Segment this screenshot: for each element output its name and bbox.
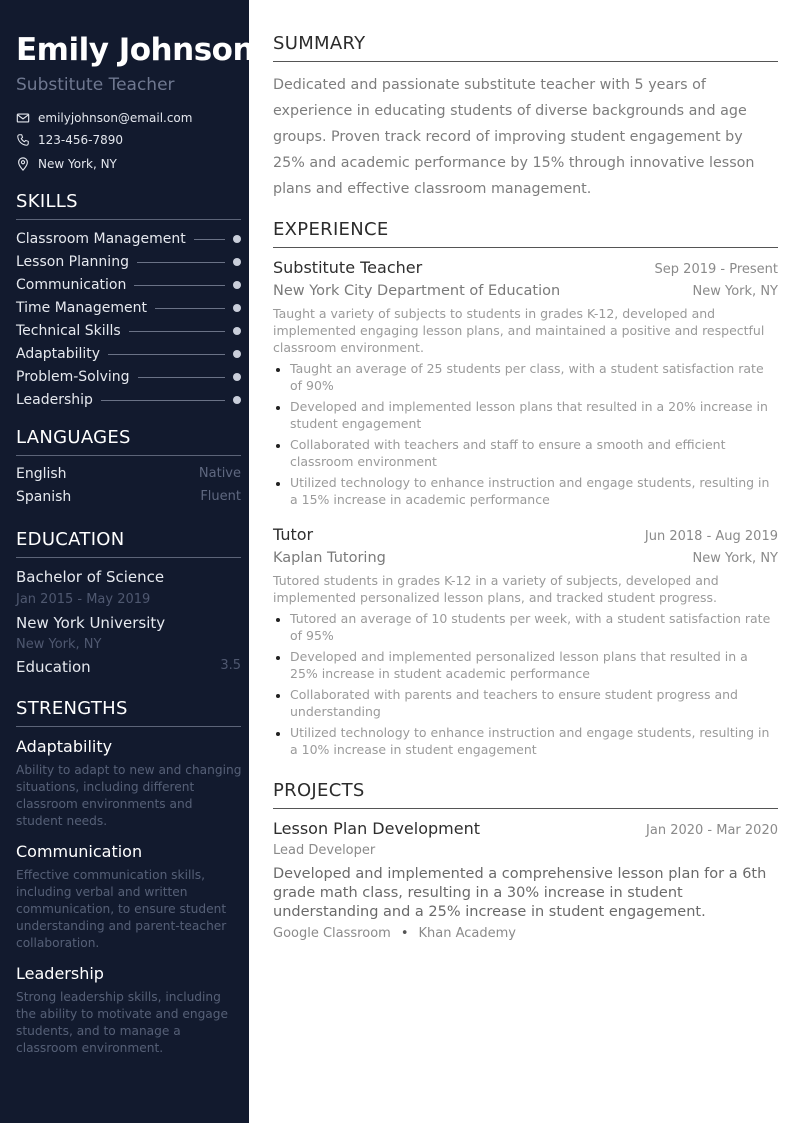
strength-title: Communication xyxy=(16,842,143,861)
experience-desc: Taught a variety of subjects to students in grades K-12, developed and implemented engaging lesson plans, and maintained a positive and respectful classroom environment. xyxy=(273,306,765,355)
education-heading: EDUCATION xyxy=(16,529,241,558)
education-degree: Bachelor of Science xyxy=(16,568,165,586)
language-item xyxy=(16,466,241,482)
skill-label: Problem-Solving xyxy=(16,369,130,385)
language-level: Native xyxy=(198,466,241,481)
skill-line xyxy=(129,331,225,332)
company-name: Kaplan Tutoring xyxy=(273,550,386,566)
job-dates: Sep 2019 - Present xyxy=(654,262,778,277)
skill-dot xyxy=(233,350,241,358)
language-name: English xyxy=(16,466,67,482)
skill-item xyxy=(16,390,241,410)
skill-label: Classroom Management xyxy=(16,231,186,247)
skill-item xyxy=(16,321,241,341)
languages-heading: LANGUAGES xyxy=(16,427,241,456)
project-tools xyxy=(273,926,516,941)
language-name: Spanish xyxy=(16,489,72,505)
project-title-row xyxy=(273,819,778,838)
education-gpa: 3.5 xyxy=(220,658,241,673)
skill-line xyxy=(155,308,225,309)
job-title: Tutor xyxy=(273,525,314,544)
sidebar xyxy=(0,0,255,1123)
skill-line xyxy=(101,400,225,401)
candidate-name: Emily Johnson xyxy=(16,32,255,68)
bullet-separator-icon: • xyxy=(400,926,409,941)
skill-item xyxy=(16,367,241,387)
project-title: Lesson Plan Development xyxy=(273,819,480,838)
strength-title: Adaptability xyxy=(16,737,113,756)
bullet-item: Utilized technology to enhance instruction and engage students, resulting in a 15% increase in academic performance xyxy=(273,474,778,508)
experience-desc: Tutored students in grades K-12 in a variety of subjects, developed and implemented personalized lesson plans, and tracked student progress. xyxy=(273,573,719,605)
language-level: Fluent xyxy=(200,489,241,504)
company-name: New York City Department of Education xyxy=(273,283,561,299)
education-dates: Jan 2015 - May 2019 xyxy=(16,592,151,607)
bullet-item: Tutored an average of 10 students per week, with a student satisfaction rate of 95% xyxy=(273,610,778,644)
email-text: emilyjohnson@email.com xyxy=(38,111,193,125)
skill-label: Leadership xyxy=(16,392,93,408)
language-item xyxy=(16,489,241,505)
skill-dot xyxy=(233,281,241,289)
bullet-item: Collaborated with parents and teachers to ensure student progress and understanding xyxy=(273,686,778,720)
experience-title-row xyxy=(273,525,778,544)
job-title: Substitute Teacher xyxy=(273,258,423,277)
skill-label: Lesson Planning xyxy=(16,254,129,270)
summary-heading: SUMMARY xyxy=(273,33,778,62)
bullet-item: Taught an average of 25 students per class, with a student satisfaction rate of 90% xyxy=(273,360,778,394)
education-field-row xyxy=(16,658,241,676)
strength-desc: Effective communication skills, including verbal and written communication, to ensure student understanding and parent-teacher collaboration. xyxy=(16,868,227,950)
bullet-item: Collaborated with teachers and staff to ensure a smooth and efficient classroom environment xyxy=(273,436,778,470)
company-location: New York, NY xyxy=(692,551,778,566)
location-text: New York, NY xyxy=(38,157,117,171)
project-tool: Khan Academy xyxy=(418,926,516,941)
skill-line xyxy=(108,354,225,355)
contact-location xyxy=(16,157,117,171)
skill-item xyxy=(16,298,241,318)
skill-line xyxy=(194,239,225,240)
skill-dot xyxy=(233,373,241,381)
skill-item xyxy=(16,344,241,364)
skill-label: Technical Skills xyxy=(16,323,121,339)
education-location: New York, NY xyxy=(16,637,102,652)
company-location: New York, NY xyxy=(692,284,778,299)
contact-phone[interactable] xyxy=(16,133,123,147)
bullet-item: Utilized technology to enhance instruction and engage students, resulting in a 10% increase in student engagement xyxy=(273,724,778,758)
skill-dot xyxy=(233,304,241,312)
bullet-item: Developed and implemented lesson plans that resulted in a 20% increase in student engagement xyxy=(273,398,778,432)
strength-desc: Ability to adapt to new and changing situations, including different classroom environments and student needs. xyxy=(16,763,242,828)
phone-icon xyxy=(16,133,30,147)
project-role: Lead Developer xyxy=(273,843,376,858)
skill-line xyxy=(138,377,225,378)
summary-text: Dedicated and passionate substitute teacher with 5 years of experience in educating students of diverse backgrounds and age groups. Proven track record of improving student engagement by 25% and academic performance by 15% through innovative lesson plans and effective classroom management. xyxy=(273,77,755,197)
skill-item xyxy=(16,229,241,249)
education-school: New York University xyxy=(16,614,166,632)
skills-heading: SKILLS xyxy=(16,191,241,220)
education-field: Education xyxy=(16,658,91,676)
skill-label: Time Management xyxy=(16,300,147,316)
skill-dot xyxy=(233,258,241,266)
phone-text: 123-456-7890 xyxy=(38,133,124,147)
experience-company-row xyxy=(273,283,778,299)
skill-dot xyxy=(233,396,241,404)
skill-label: Communication xyxy=(16,277,127,293)
experience-heading: EXPERIENCE xyxy=(273,219,778,248)
strength-desc: Strong leadership skills, including the ability to motivate and engage students, and to manage a classroom environment. xyxy=(16,990,229,1055)
location-pin-icon xyxy=(16,157,30,171)
skill-dot xyxy=(233,235,241,243)
job-dates: Jun 2018 - Aug 2019 xyxy=(644,529,778,544)
skill-item xyxy=(16,252,241,272)
skill-line xyxy=(137,262,225,263)
bullet-item: Developed and implemented personalized lesson plans that resulted in a 25% increase in student academic performance xyxy=(273,648,778,682)
skill-dot xyxy=(233,327,241,335)
project-tool: Google Classroom xyxy=(273,926,391,941)
experience-company-row xyxy=(273,550,778,566)
skill-item xyxy=(16,275,241,295)
experience-bullets xyxy=(273,360,778,512)
candidate-title: Substitute Teacher xyxy=(16,75,175,95)
skill-line xyxy=(134,285,225,286)
skill-label: Adaptability xyxy=(16,346,101,362)
project-dates: Jan 2020 - Mar 2020 xyxy=(646,823,778,838)
experience-title-row xyxy=(273,258,778,277)
contact-email[interactable] xyxy=(16,111,192,125)
experience-bullets xyxy=(273,610,778,762)
mail-icon xyxy=(16,111,30,125)
strengths-heading: STRENGTHS xyxy=(16,698,241,727)
project-desc: Developed and implemented a comprehensive lesson plan for a 6th grade math class, resulting in a 30% increase in student understanding and a 25% increase in student engagement. xyxy=(273,866,767,920)
strength-title: Leadership xyxy=(16,964,104,983)
projects-heading: PROJECTS xyxy=(273,780,778,809)
